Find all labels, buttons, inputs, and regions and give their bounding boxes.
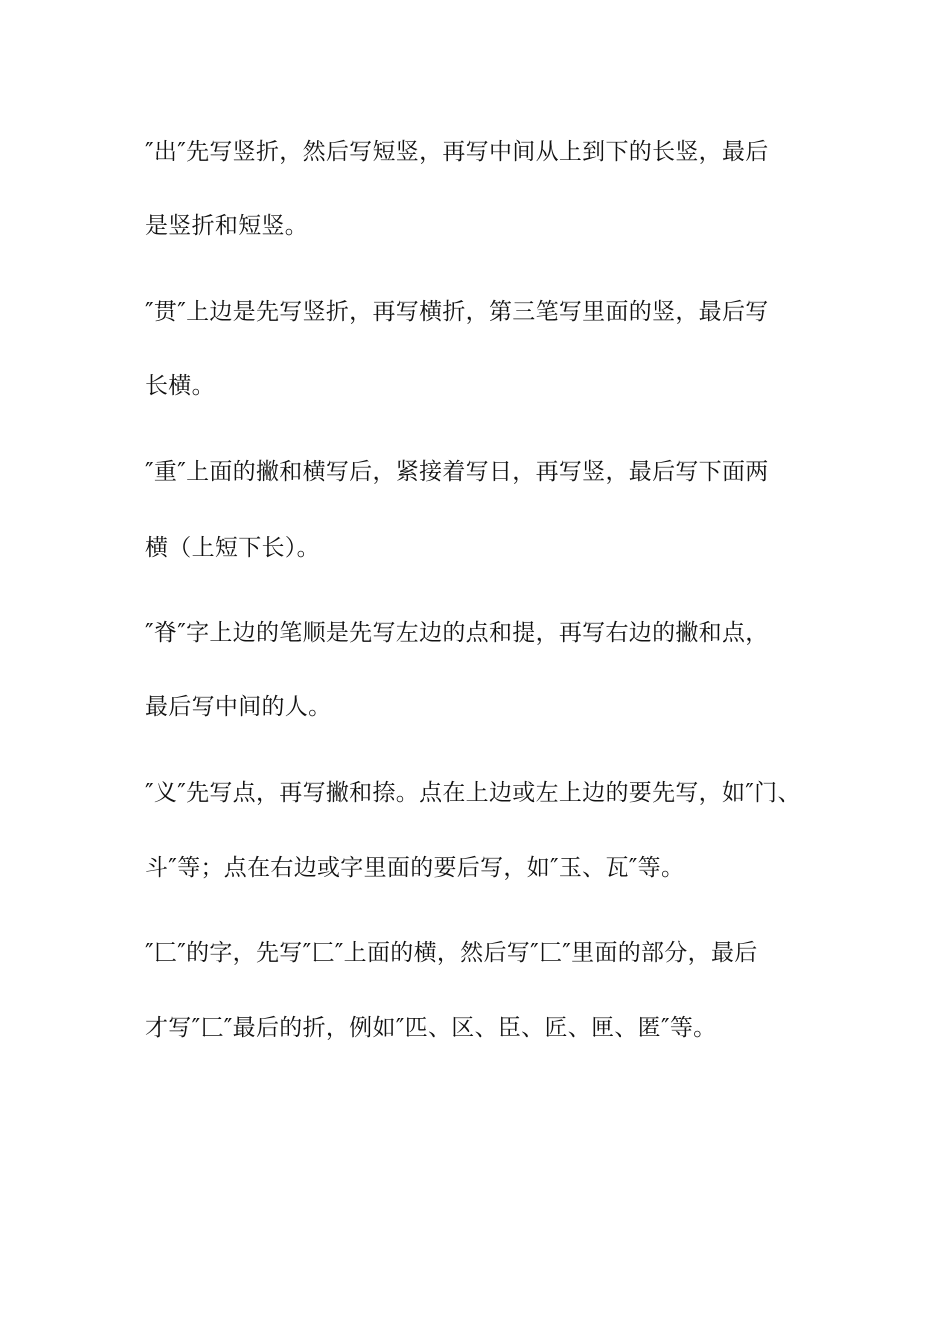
paragraph-2-line-1: ″贯″上边是先写竖折，再写横折，第三笔写里面的竖，最后写 bbox=[145, 299, 769, 325]
paragraph-5-line-2: 斗″等；点在右边或字里面的要后写，如″玉、瓦″等。 bbox=[145, 855, 685, 881]
paragraph-4-line-2: 最后写中间的人。 bbox=[145, 694, 332, 720]
paragraph-2-line-2: 长横。 bbox=[145, 373, 215, 399]
paragraph-4-line-1: ″脊″字上边的笔顺是先写左边的点和提，再写右边的撇和点， bbox=[145, 620, 769, 646]
paragraph-1-line-2: 是竖折和短竖。 bbox=[145, 213, 309, 239]
paragraph-6-line-2: 才写″匚″最后的折，例如″匹、区、臣、匠、匣、匿″等。 bbox=[145, 1015, 717, 1041]
paragraph-3-line-2: 横（上短下长）。 bbox=[145, 535, 320, 561]
paragraph-1-line-1: ″出″先写竖折，然后写短竖，再写中间从上到下的长竖，最后 bbox=[145, 139, 769, 165]
paragraph-6-line-1: ″匚″的字，先写″匚″上面的横，然后写″匚″里面的部分，最后 bbox=[145, 940, 758, 966]
paragraph-5-line-1: ″义″先写点，再写撇和捺。点在上边或左上边的要先写，如″门、 bbox=[145, 780, 801, 806]
paragraph-3-line-1: ″重″上面的撇和横写后，紧接着写日，再写竖，最后写下面两 bbox=[145, 459, 769, 485]
